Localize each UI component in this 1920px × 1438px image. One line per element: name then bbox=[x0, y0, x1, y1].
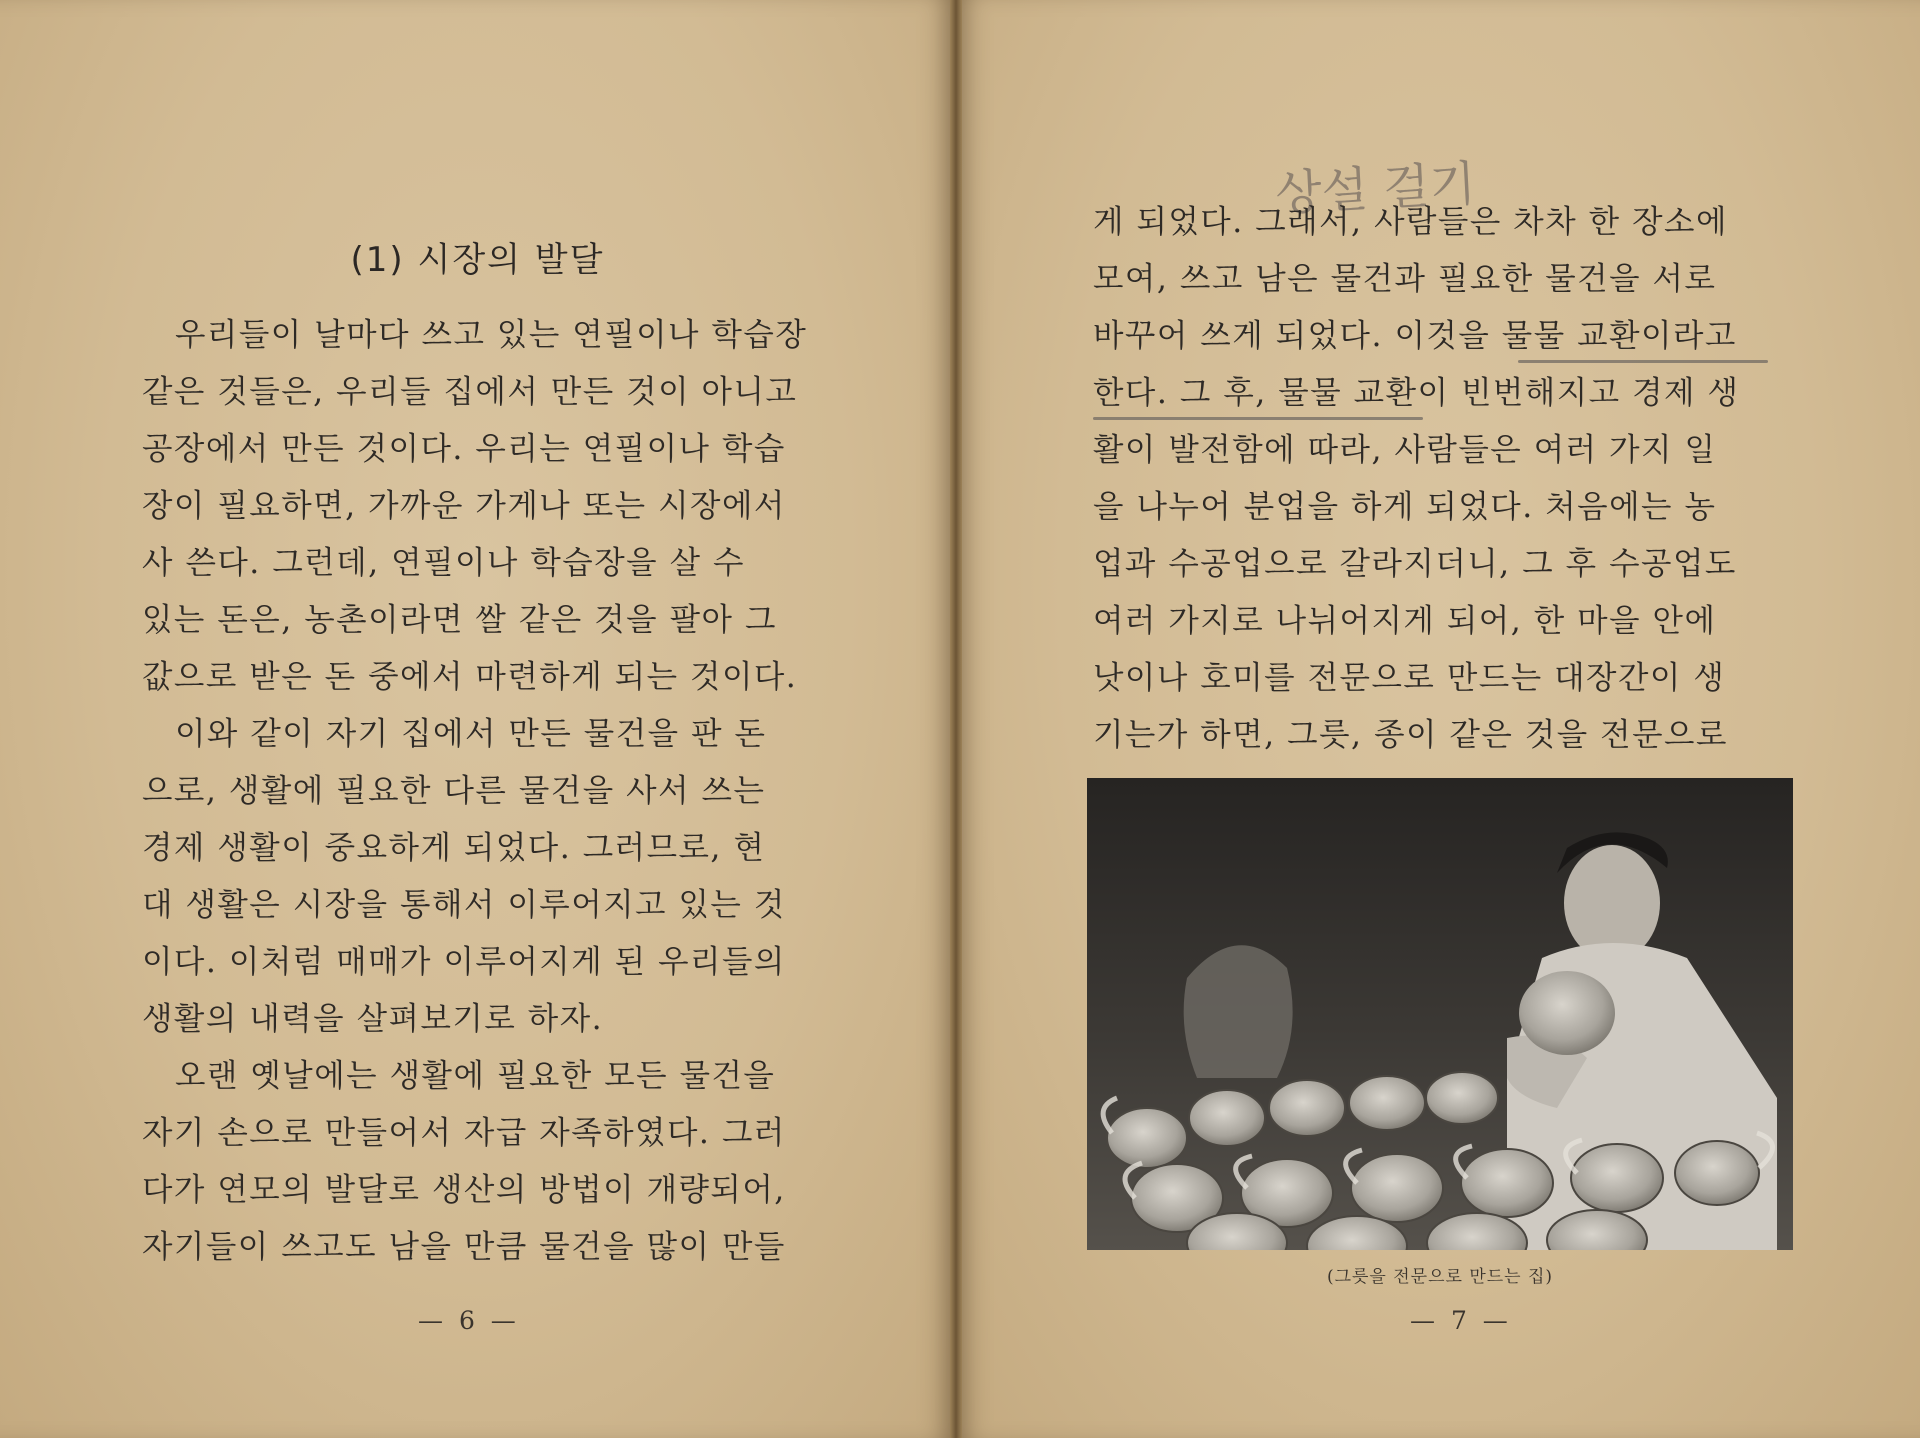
photo-caption: (그릇을 전문으로 만드는 집) bbox=[1326, 1267, 1554, 1287]
text-line: 으로, 생활에 필요한 다른 물건을 사서 쓰는 bbox=[142, 773, 766, 809]
text-line: 경제 생활이 중요하게 되었다. 그러므로, 현 bbox=[142, 830, 766, 866]
text-line: 여러 가지로 나뉘어지게 되어, 한 마을 안에 bbox=[1093, 603, 1717, 639]
photo-pottery-workshop bbox=[1087, 778, 1793, 1250]
text-line: 같은 것들은, 우리들 집에서 만든 것이 아니고 bbox=[142, 374, 798, 410]
pencil-underline bbox=[1093, 417, 1423, 420]
text-line: 낫이나 호미를 전문으로 만드는 대장간이 생 bbox=[1093, 660, 1726, 696]
text-line: 대 생활은 시장을 통해서 이루어지고 있는 것 bbox=[142, 887, 786, 923]
text-line: 다가 연모의 발달로 생산의 방법이 개량되어, bbox=[142, 1172, 786, 1208]
left-page bbox=[0, 0, 955, 1438]
section-heading: (1) 시장의 발달 bbox=[350, 240, 605, 280]
page-number: — 7 — bbox=[1410, 1306, 1512, 1335]
text-line: 있는 돈은, 농촌이라면 쌀 같은 것을 팔아 그 bbox=[142, 602, 777, 638]
text-line: 모여, 쓰고 남은 물건과 필요한 물건을 서로 bbox=[1093, 261, 1717, 297]
text-line: 장이 필요하면, 가까운 가게나 또는 시장에서 bbox=[142, 488, 786, 524]
text-line: 자기들이 쓰고도 남을 만큼 물건을 많이 만들 bbox=[142, 1229, 786, 1265]
handwritten-note: 상설 걸기 bbox=[1273, 155, 1478, 223]
photo-illustration bbox=[1087, 778, 1793, 1250]
text-line: 바꾸어 쓰게 되었다. 이것을 물물 교환이라고 bbox=[1093, 318, 1737, 354]
text-line: 오랜 옛날에는 생활에 필요한 모든 물건을 bbox=[142, 1058, 776, 1094]
text-line: 생활의 내력을 살펴보기로 하자. bbox=[142, 1001, 604, 1037]
text-line: 기는가 하면, 그릇, 종이 같은 것을 전문으로 bbox=[1093, 717, 1728, 753]
text-line: 을 나누어 분업을 하게 되었다. 처음에는 농 bbox=[1093, 489, 1717, 525]
text-line: 값으로 받은 돈 중에서 마련하게 되는 것이다. bbox=[142, 659, 798, 695]
text-line: 공장에서 만든 것이다. 우리는 연필이나 학습 bbox=[142, 431, 786, 467]
text-line: 이와 같이 자기 집에서 만든 물건을 판 돈 bbox=[142, 716, 767, 752]
text-line: 게 되었다. 그래서, 사람들은 차차 한 장소에 bbox=[1093, 204, 1728, 240]
right-page bbox=[955, 0, 1920, 1438]
text-line: 사 쓴다. 그런데, 연필이나 학습장을 살 수 bbox=[142, 545, 745, 581]
text-line: 자기 손으로 만들어서 자급 자족하였다. 그러 bbox=[142, 1115, 786, 1151]
page-number: — 6 — bbox=[418, 1306, 520, 1335]
text-line: 이다. 이처럼 매매가 이루어지게 된 우리들의 bbox=[142, 944, 786, 980]
text-line: 활이 발전함에 따라, 사람들은 여러 가지 일 bbox=[1093, 432, 1717, 468]
text-line: 한다. 그 후, 물물 교환이 빈번해지고 경제 생 bbox=[1093, 375, 1740, 411]
book-gutter bbox=[950, 0, 962, 1438]
text-line: 업과 수공업으로 갈라지더니, 그 후 수공업도 bbox=[1093, 546, 1737, 582]
pencil-underline bbox=[1518, 360, 1768, 363]
text-line: 우리들이 날마다 쓰고 있는 연필이나 학습장 bbox=[142, 317, 808, 353]
